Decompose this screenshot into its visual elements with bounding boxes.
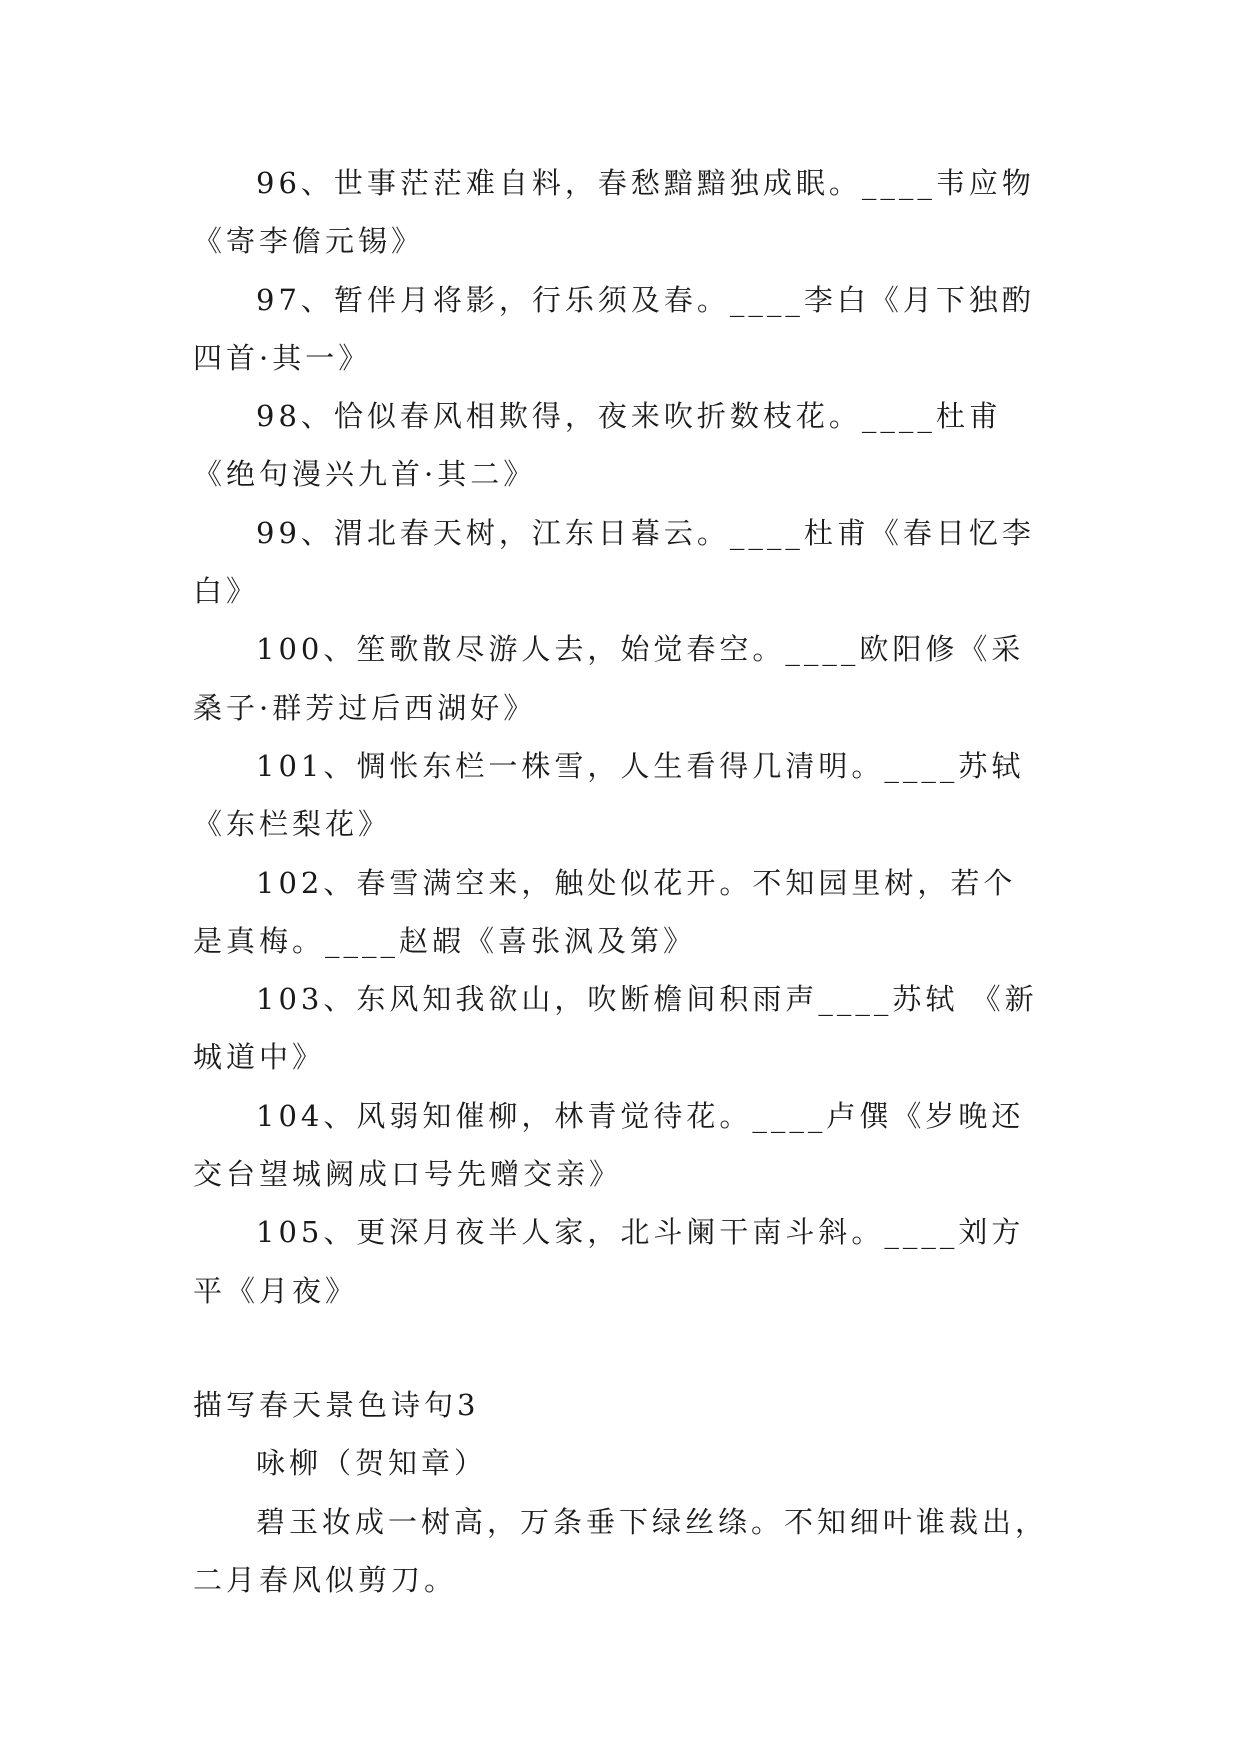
poem-entry-99: 99、渭北春天树，江东日暮云。____杜甫《春日忆李白》 bbox=[193, 515, 1035, 609]
poem-entry-100: 100、笙歌散尽游人去，始觉春空。____欧阳修《采桑子·群芳过后西湖好》 bbox=[193, 632, 1025, 725]
poem-entry-105: 105、更深月夜半人家，北斗阑干南斗斜。____刘方平《月夜》 bbox=[193, 1215, 1025, 1308]
poem-entry-102: 102、春雪满空来，触处似花开。不知园里树，若个是真梅。____赵嘏《喜张沨及第》 bbox=[193, 865, 1017, 958]
poem-entry-98: 98、恰似春风相欺得，夜来吹折数枝花。____杜甫《绝句漫兴九首·其二》 bbox=[193, 399, 1002, 492]
poem-body: 碧玉妆成一树高，万条垂下绿丝绦。不知细叶谁裁出，二月春风似剪刀。 bbox=[193, 1504, 1049, 1597]
poem-entry-97: 97、暂伴月将影，行乐须及春。____李白《月下独酌四首·其一》 bbox=[193, 282, 1035, 375]
poem-entry-104: 104、风弱知催柳，林青觉待花。____卢僎《岁晚还交台望城阙成口号先赠交亲》 bbox=[193, 1098, 1025, 1192]
poem-title: 咏柳（贺知章） bbox=[256, 1446, 488, 1481]
poem-entry-96: 96、世事茫茫难自料，春愁黯黯独成眠。____韦应物《寄李儋元锡》 bbox=[193, 166, 1035, 259]
section-heading: 描写春天景色诗句3 bbox=[193, 1387, 480, 1422]
poem-entry-101: 101、惆怅东栏一株雪，人生看得几清明。____苏轼《东栏梨花》 bbox=[193, 748, 1025, 842]
poem-entry-103: 103、东风知我欲山，吹断檐间积雨声____苏轼 《新城道中》 bbox=[193, 982, 1038, 1075]
document-body bbox=[193, 154, 1048, 1609]
